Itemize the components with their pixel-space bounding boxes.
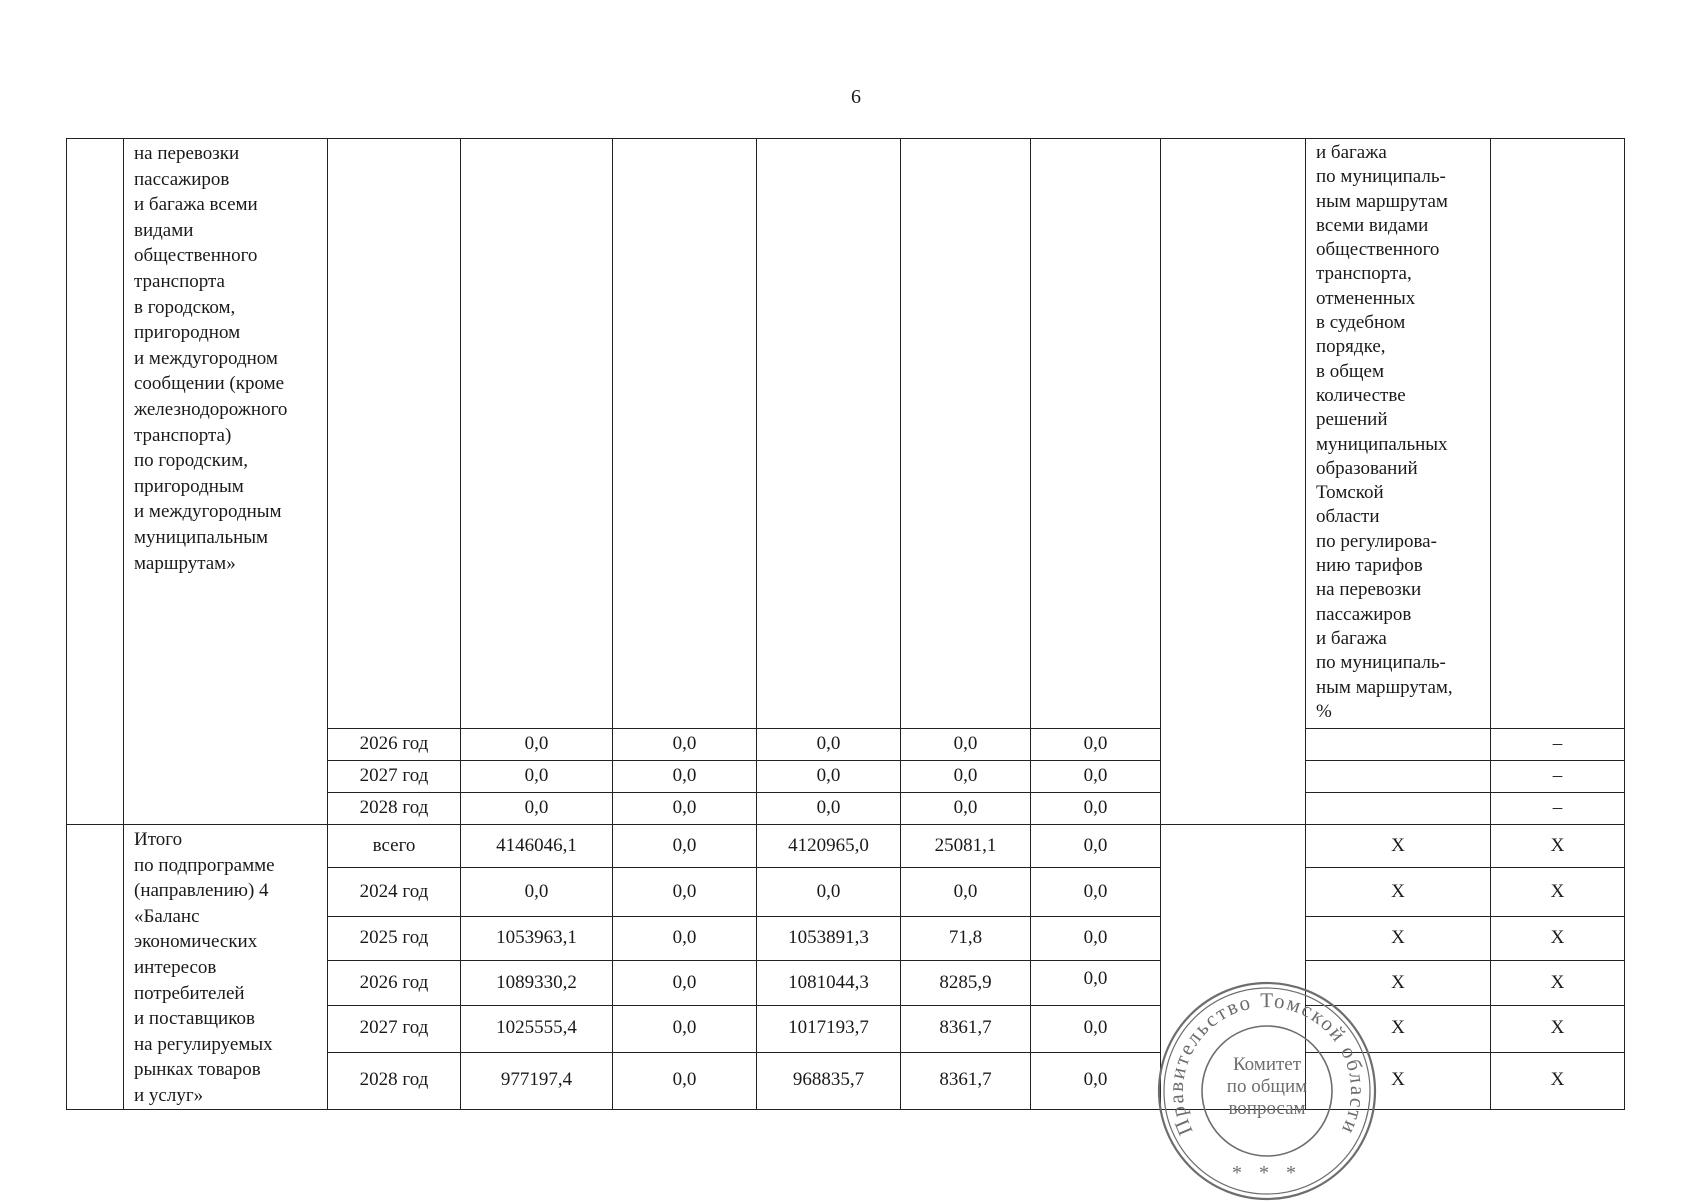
- budget-table: [66, 138, 1625, 1110]
- empty-cell: [461, 139, 613, 729]
- value-cell: 0,0: [1031, 1053, 1161, 1110]
- value-cell: 1025555,4: [461, 1005, 613, 1052]
- x-mark-cell: X: [1306, 825, 1491, 868]
- year-cell: 2026 год: [328, 729, 461, 761]
- value-cell: 0,0: [461, 729, 613, 761]
- value-cell: 0,0: [1031, 729, 1161, 761]
- value-cell: 0,0: [757, 868, 901, 916]
- empty-cell: [1491, 139, 1625, 729]
- value-cell: 0,0: [613, 1053, 757, 1110]
- value-cell: 0,0: [461, 793, 613, 825]
- indicator-description: и багажа по муниципаль- ным маршрутам всеми видами общественного транспорта, отмененных в судебном порядке, в общем количестве решений муниципальных образований Томской области по регулирова- нию тарифов на перевозки пассажиров и багажа по муниципаль- ным маршрутам, %: [1316, 142, 1453, 722]
- page-number: 6: [851, 86, 861, 108]
- empty-cell: [1161, 139, 1306, 825]
- value-cell: 0,0: [613, 729, 757, 761]
- value-cell: 0,0: [757, 761, 901, 793]
- value-cell: 1089330,2: [461, 961, 613, 1005]
- seal-center-line: Комитет: [1232, 1054, 1302, 1075]
- empty-cell: [67, 139, 124, 825]
- x-mark-cell: X: [1491, 1005, 1625, 1052]
- year-cell: 2025 год: [328, 916, 461, 960]
- value-cell: 71,8: [901, 916, 1031, 960]
- x-mark-cell: X: [1491, 868, 1625, 916]
- value-cell: 0,0: [901, 761, 1031, 793]
- value-cell: 0,0: [1031, 793, 1161, 825]
- description-cell: [124, 139, 328, 825]
- empty-cell: [1031, 139, 1161, 729]
- value-cell: 0,0: [757, 793, 901, 825]
- dash-cell: –: [1491, 793, 1625, 825]
- year-cell: 2028 год: [328, 1053, 461, 1110]
- x-mark-cell: X: [1306, 961, 1491, 1005]
- value-cell: 1017193,7: [757, 1005, 901, 1052]
- seal-center-text: [1227, 1054, 1307, 1119]
- empty-cell: [328, 139, 461, 729]
- x-mark-cell: X: [1491, 1053, 1625, 1110]
- seal-ring-text: Правительство Томской области: [1163, 988, 1371, 1140]
- value-cell: 0,0: [901, 729, 1031, 761]
- value-cell: 8285,9: [901, 961, 1031, 1005]
- seal-stars: * * *: [1232, 1162, 1302, 1184]
- empty-cell: [901, 139, 1031, 729]
- seal-center-line: вопросам: [1228, 1098, 1306, 1119]
- year-cell: 2026 год: [328, 961, 461, 1005]
- x-mark-cell: X: [1306, 916, 1491, 960]
- x-mark-cell: X: [1306, 1053, 1491, 1110]
- year-cell: 2027 год: [328, 761, 461, 793]
- dash-cell: –: [1491, 729, 1625, 761]
- x-mark-cell: X: [1306, 868, 1491, 916]
- value-cell: 0,0: [613, 868, 757, 916]
- value-cell: 1053891,3: [757, 916, 901, 960]
- empty-cell: [757, 139, 901, 729]
- value-cell: 0,0: [1031, 1005, 1161, 1052]
- empty-cell: [1306, 793, 1491, 825]
- year-cell: всего: [328, 825, 461, 868]
- value-cell: 0,0: [613, 761, 757, 793]
- value-cell: 0,0: [1031, 961, 1161, 1005]
- value-cell: 0,0: [613, 916, 757, 960]
- year-cell: 2024 год: [328, 868, 461, 916]
- x-mark-cell: X: [1491, 825, 1625, 868]
- value-cell: 0,0: [613, 1005, 757, 1052]
- year-cell: 2028 год: [328, 793, 461, 825]
- value-cell: 0,0: [1031, 825, 1161, 868]
- value-cell: 4146046,1: [461, 825, 613, 868]
- official-seal-stamp: [1155, 979, 1379, 1203]
- seal-center-line: по общим: [1226, 1076, 1308, 1097]
- value-cell: 0,0: [1031, 916, 1161, 960]
- value-cell: 0,0: [901, 868, 1031, 916]
- dash-cell: –: [1491, 761, 1625, 793]
- value-cell: 0,0: [461, 868, 613, 916]
- value-cell: 0,0: [613, 793, 757, 825]
- value-cell: 0,0: [1031, 761, 1161, 793]
- value-cell: 25081,1: [901, 825, 1031, 868]
- empty-cell: [1306, 729, 1491, 761]
- empty-cell: [1306, 761, 1491, 793]
- x-mark-cell: X: [1491, 916, 1625, 960]
- x-mark-cell: X: [1491, 961, 1625, 1005]
- table-row: [67, 139, 1625, 729]
- year-cell: 2027 год: [328, 1005, 461, 1052]
- value-cell: 0,0: [613, 825, 757, 868]
- value-cell: 0,0: [901, 793, 1031, 825]
- value-cell: 8361,7: [901, 1053, 1031, 1110]
- value-cell: 8361,7: [901, 1005, 1031, 1052]
- value-cell: 0,0: [613, 961, 757, 1005]
- empty-cell: [67, 825, 124, 1110]
- measure-description: на перевозки пассажиров и багажа всеми видами общественного транспорта в городском, пригородном и междугородном сообщении (кроме железнодорожного транспорта) по городским, пригородным и междугородным муниципальным маршрутам»: [134, 143, 288, 574]
- subprogram-total-description: Итого по подпрограмме (направлению) 4 «Баланс экономических интересов потребителей и поставщиков на регулируемых рынках товаров и услуг»: [134, 829, 275, 1106]
- value-cell: 1081044,3: [757, 961, 901, 1005]
- x-mark-cell: X: [1306, 1005, 1491, 1052]
- value-cell: 0,0: [461, 761, 613, 793]
- empty-cell: [613, 139, 757, 729]
- value-cell: 968835,7: [757, 1053, 901, 1110]
- description-cell: [124, 825, 328, 1110]
- value-cell: 4120965,0: [757, 825, 901, 868]
- value-cell: 0,0: [1031, 868, 1161, 916]
- value-cell: 977197,4: [461, 1053, 613, 1110]
- table-row: [67, 825, 1625, 868]
- value-cell: 0,0: [757, 729, 901, 761]
- value-cell: 1053963,1: [461, 916, 613, 960]
- indicator-cell: [1306, 139, 1491, 729]
